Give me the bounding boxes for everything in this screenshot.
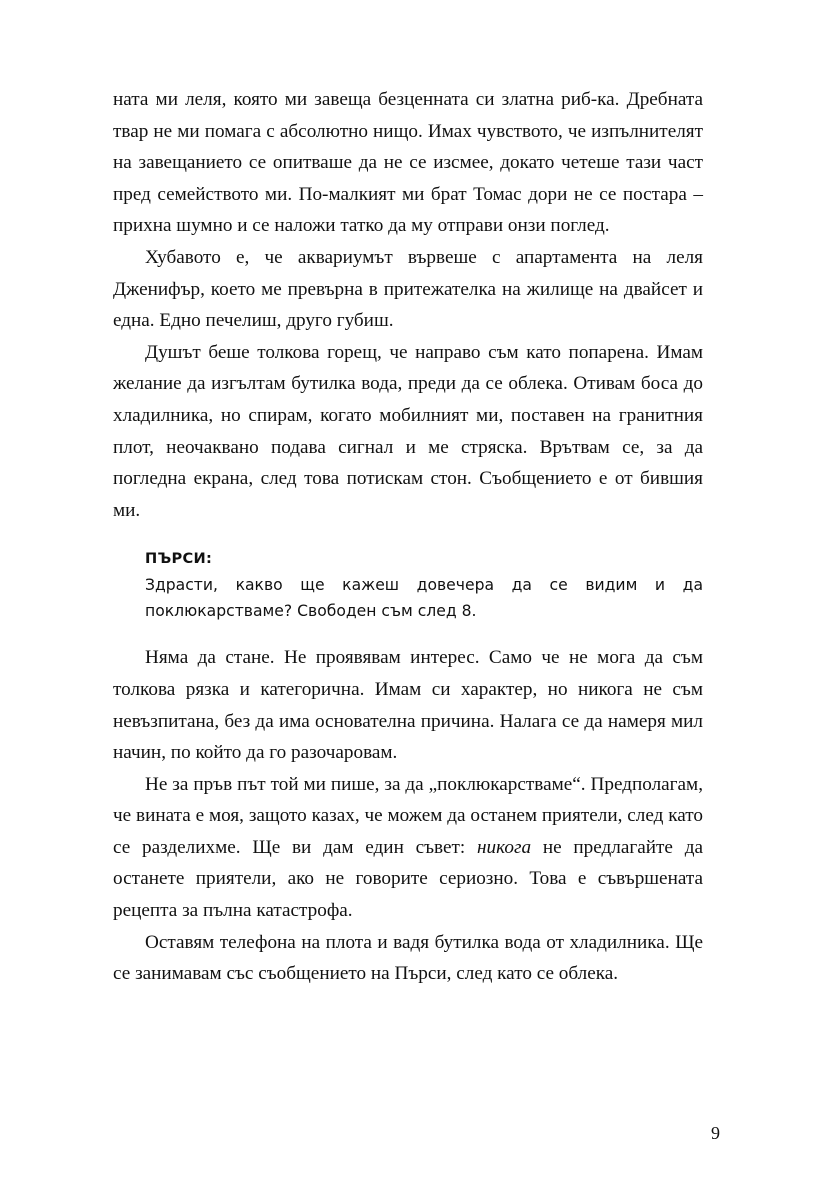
message-body: Здрасти, какво ще кажеш довечера да се видим и да поклюкарстваме? Свободен съм след 8. bbox=[145, 576, 703, 621]
text-message-block bbox=[113, 546, 703, 624]
page-number: 9 bbox=[711, 1123, 720, 1143]
paragraph-5-emphasis: никога bbox=[477, 836, 532, 858]
paragraph-5-lead: Не за пръв път той ми пише, за да „поклюкарстваме“. Предполагам, че вината е моя, защото казах, че можем да останем приятели, след като се разделихме. Ще ви дам един съвет: bbox=[113, 773, 703, 858]
paragraph-6: Оставям телефона на плота и вадя бутилка вода от хладилника. Ще се занимавам със съобщението на Пърси, след като се облека. bbox=[113, 931, 703, 985]
paragraph-4: Няма да стане. Не проявявам интерес. Само че не мога да съм толкова рязка и категорична. Имам си характер, но никога не съм невъзпитана, без да има основателна причина. Налага се да намеря мил начин, по който да го разочаровам. bbox=[113, 647, 703, 764]
paragraph-5 bbox=[113, 769, 703, 927]
message-sender-label: ПЪРСИ: bbox=[145, 550, 213, 568]
paragraph-5-tail: не предлагайте да останете приятели, ако не говорите сериозно. Това е съвършената рецепта за пълна катастрофа. bbox=[113, 836, 703, 922]
paragraph-1: ната ми леля, която ми завеща безценната си златна риб-ка. Дребната твар не ми помага с абсолютно нищо. Имах чувството, че изпълнителят на завещанието се опитваше да не се изсмее, докато четеше тази част пред семейството ми. По-малкият ми брат Томас дори не се постара – прихна шумно и се наложи татко да му отправи онзи поглед. bbox=[113, 89, 703, 237]
page-text-column bbox=[113, 84, 703, 990]
paragraph-3: Душът беше толкова горещ, че направо съм като попарена. Имам желание да изгълтам бутилка вода, преди да се облека. Отивам боса до хладилника, но спирам, когато мобилният ми, поставен на гранитния плот, неочаквано подава сигнал и ме стряска. Врътвам се, за да погледна екрана, след това потискам стон. Съобщението е от бившия ми. bbox=[113, 341, 703, 521]
paragraph-2: Хубавото е, че аквариумът вървеше с апартамента на леля Дженифър, което ме превърна в притежателка на жилище на двайсет и една. Едно печелиш, друго губиш. bbox=[113, 246, 703, 332]
